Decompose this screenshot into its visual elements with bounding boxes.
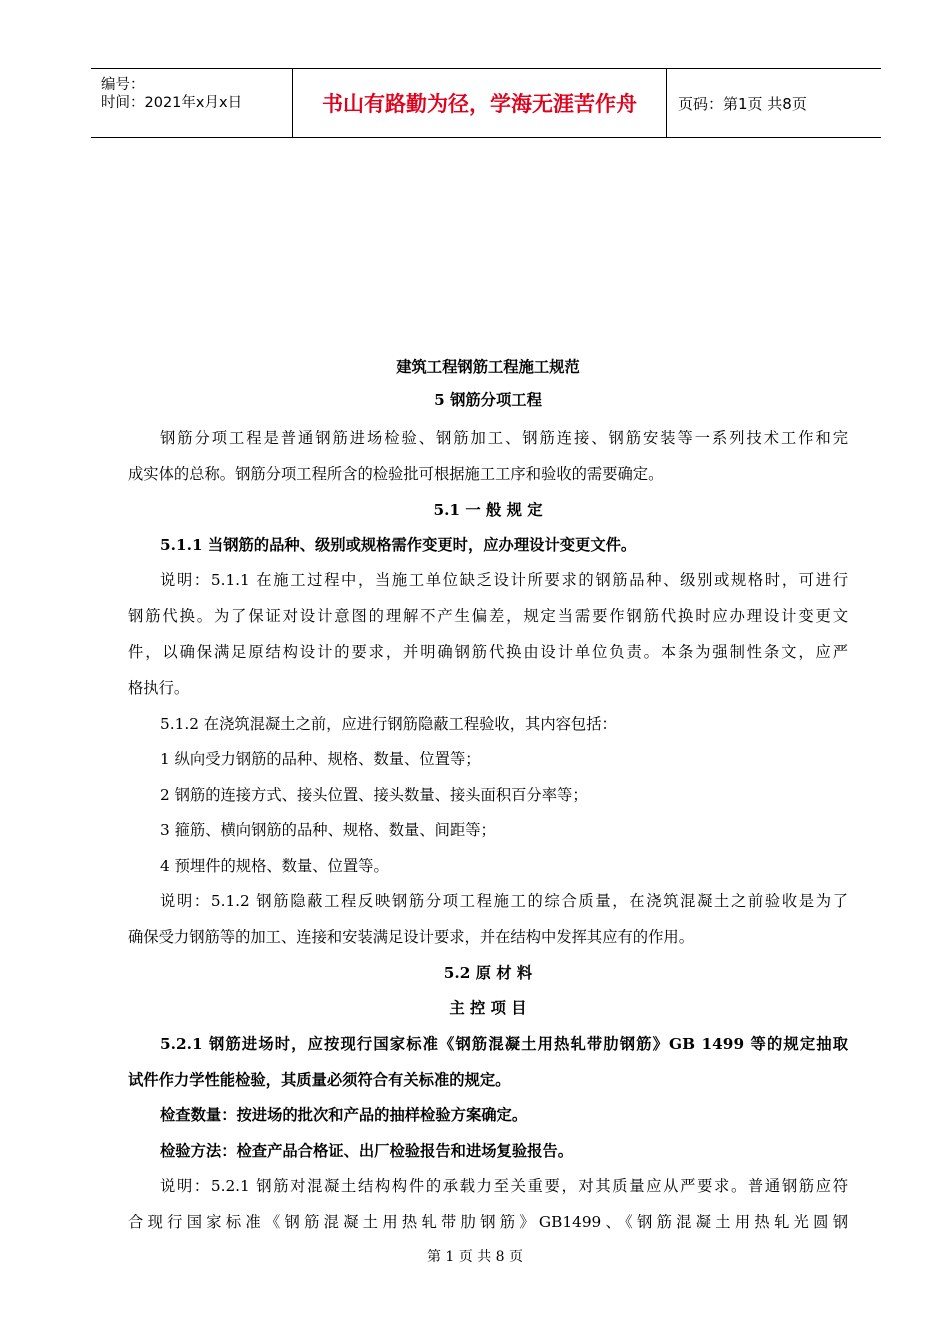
page-footer: 第 1 页 共 8 页 <box>426 1249 524 1265</box>
header-meta <box>91 69 292 137</box>
note-line: 确保受力钢筋等的加工、连接和安装满足设计要求，并在结构中发挥其应有的作用。 <box>128 928 694 946</box>
section-5-1-heading: 5.1 一 般 规 定 <box>433 501 543 519</box>
note-line: 说明：5.1.1 在施工过程中，当施工单位缺乏设计所要求的钢筋品种、级别或规格时，可进行 <box>160 571 848 589</box>
clause-5-1-1: 5.1.1 当钢筋的品种、级别或规格需作变更时，应办理设计变更文件。 <box>160 536 637 554</box>
clause-5-2-1: 试件作力学性能检验，其质量必须符合有关标准的规定。 <box>128 1071 511 1089</box>
intro-line: 成实体的总称。钢筋分项工程所含的检验批可根据施工工序和验收的需要确定。 <box>128 465 664 483</box>
intro-line: 钢筋分项工程是普通钢筋进场检验、钢筋加工、钢筋连接、钢筋安装等一系列技术工作和完 <box>160 429 848 447</box>
check-method: 检验方法：检查产品合格证、出厂检验报告和进场复验报告。 <box>160 1142 574 1160</box>
main-items-heading: 主 控 项 目 <box>449 999 527 1017</box>
check-quantity: 检查数量：按进场的批次和产品的抽样检验方案确定。 <box>160 1106 528 1124</box>
list-item: 4 预埋件的规格、数量、位置等。 <box>160 857 389 875</box>
list-item: 2 钢筋的连接方式、接头位置、接头数量、接头面积百分率等； <box>160 786 588 804</box>
doc-title: 建筑工程钢筋工程施工规范 <box>396 358 580 376</box>
note-line: 件，以确保满足原结构设计的要求，并明确钢筋代换由设计单位负责。本条为强制性条文，应严 <box>128 643 848 661</box>
note-line: 说明：5.1.2 钢筋隐蔽工程反映钢筋分项工程施工的综合质量，在浇筑混凝土之前验收是为了 <box>160 892 848 910</box>
page-header <box>91 68 881 138</box>
clause-5-2-1: 5.2.1 钢筋进场时，应按现行国家标准《钢筋混凝土用热轧带肋钢筋》GB 1499 等的规定抽取 <box>160 1035 848 1053</box>
time-label: 时间：2021年x月x日 <box>101 95 243 111</box>
number-label: 编号： <box>101 77 145 93</box>
header-motto: 书山有路勤为径，学海无涯苦作舟 <box>292 69 667 137</box>
note-line: 合现行国家标准《钢筋混凝土用热轧带肋钢筋》GB1499、《钢筋混凝土用热轧光圆钢 <box>128 1213 848 1231</box>
list-item: 3 箍筋、横向钢筋的品种、规格、数量、间距等； <box>160 821 496 839</box>
note-line: 说明：5.2.1 钢筋对混凝土结构构件的承载力至关重要，对其质量应从严要求。普通钢筋应符 <box>160 1177 848 1195</box>
chapter-heading: 5 钢筋分项工程 <box>434 391 542 409</box>
note-line: 格执行。 <box>128 679 190 697</box>
clause-5-1-2: 5.1.2 在浇筑混凝土之前，应进行钢筋隐蔽工程验收，其内容包括： <box>160 715 617 733</box>
list-item: 1 纵向受力钢筋的品种、规格、数量、位置等； <box>160 750 481 768</box>
section-5-2-heading: 5.2 原 材 料 <box>443 964 533 982</box>
note-line: 钢筋代换。为了保证对设计意图的理解不产生偏差，规定当需要作钢筋代换时应办理设计变更文 <box>128 607 848 625</box>
header-page-info: 页码：第1页 共8页 <box>678 94 807 113</box>
